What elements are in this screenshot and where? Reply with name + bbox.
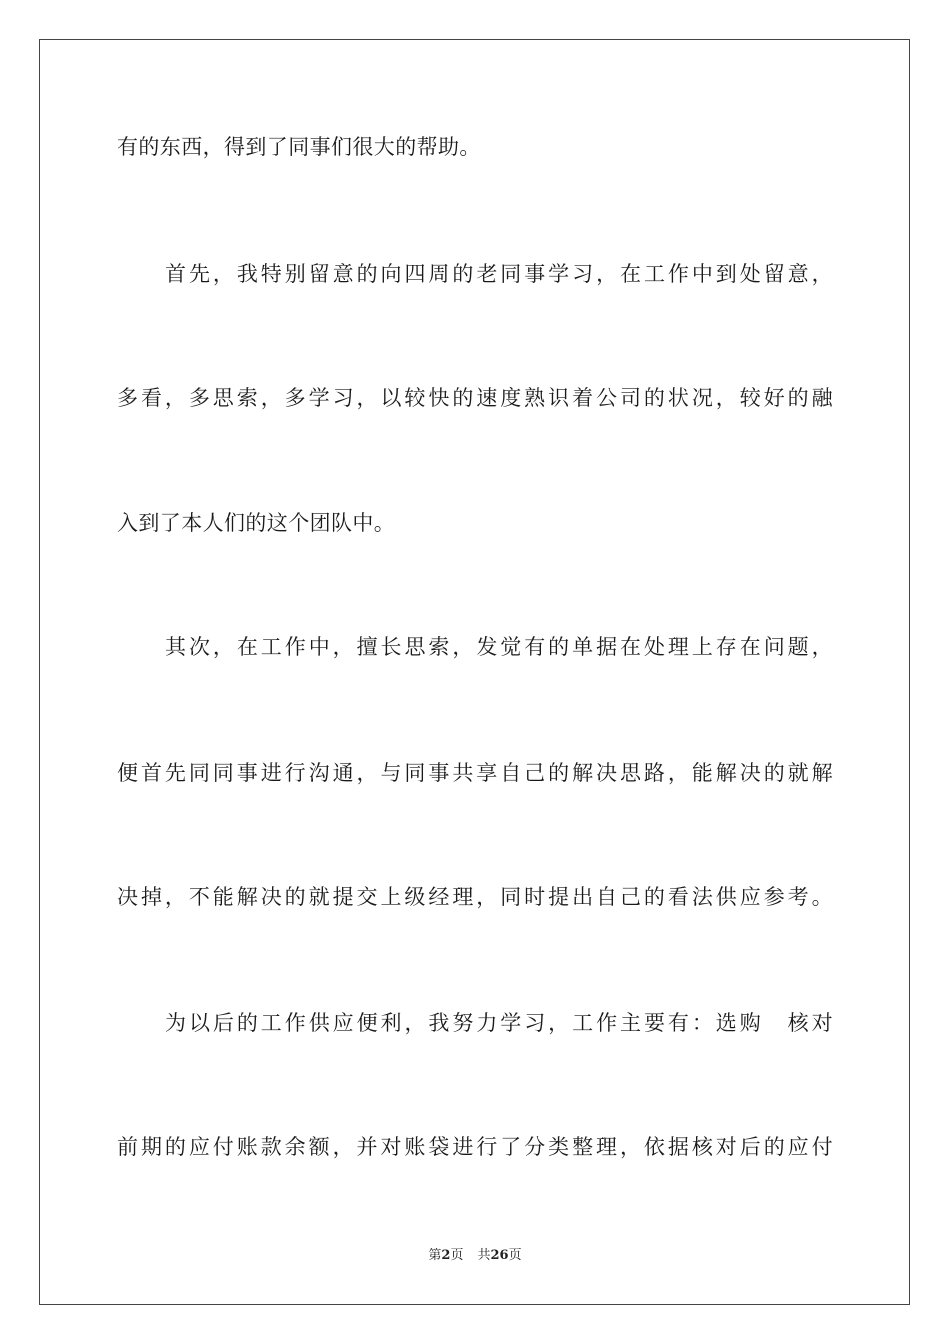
- total-prefix: 共: [477, 1248, 491, 1263]
- text-line: 多看，多思索，多学习，以较快的速度熟识着公司的状况，较好的融: [117, 386, 833, 410]
- text-line: 便首先同同事进行沟通，与同事共享自己的解决思路，能解决的就解: [117, 761, 833, 785]
- text-line: 首先，我特别留意的向四周的老同事学习，在工作中到处留意，: [165, 262, 833, 286]
- text-line: 为以后的工作供应便利，我努力学习，工作主要有：选购 核对: [165, 1011, 833, 1035]
- page-prefix: 第: [428, 1248, 442, 1263]
- text-line: 前期的应付账款余额，并对账袋进行了分类整理，依据核对后的应付: [117, 1135, 833, 1159]
- text-line: 有的东西，得到了同事们很大的帮助。: [117, 135, 481, 159]
- page-border: [39, 39, 910, 1305]
- text-line: 其次，在工作中，擅长思索，发觉有的单据在处理上存在问题，: [165, 635, 833, 659]
- text-line: 决掉，不能解决的就提交上级经理，同时提出自己的看法供应参考。: [117, 885, 833, 909]
- total-suffix: 页: [508, 1248, 522, 1263]
- page-suffix: 页: [450, 1248, 464, 1263]
- page-current: 2: [441, 1248, 451, 1263]
- page-footer: [0, 1247, 950, 1265]
- page-total: 26: [490, 1248, 509, 1263]
- text-line: 入到了本人们的这个团队中。: [117, 511, 396, 535]
